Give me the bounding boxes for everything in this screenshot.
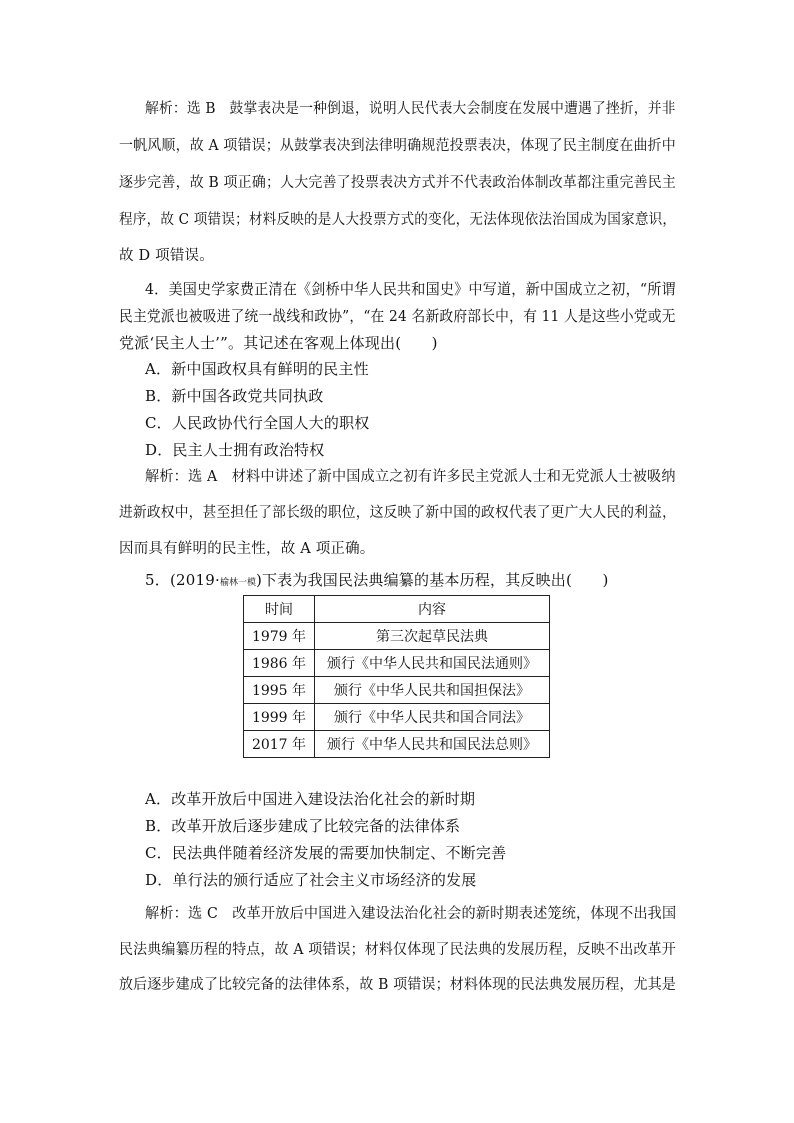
table-cell-year: 1986 年 bbox=[244, 650, 315, 677]
question-4-line-1: 4．美国史学家费正清在《剑桥中华人民共和国史》中写道，新中国成立之初，“所谓 bbox=[145, 280, 676, 298]
table-cell-year: 1979 年 bbox=[244, 623, 315, 650]
explanation-q3-line-1: 解析：选 B 鼓掌表决是一种倒退，说明人民代表大会制度在发展中遭遇了挫折，并非 bbox=[145, 101, 676, 117]
question-4-option-b: B．新中国各政党共同执政 bbox=[145, 387, 324, 405]
table-cell-content: 颁行《中华人民共和国民法总则》 bbox=[315, 731, 550, 758]
table-cell-content: 颁行《中华人民共和国合同法》 bbox=[315, 704, 550, 731]
explanation-q3-line-3: 逐步完善，故 B 项正确；人大完善了投票表决方式并不代表政治体制改革都注重完善民主 bbox=[119, 175, 677, 191]
table-row bbox=[244, 731, 550, 758]
table-row bbox=[244, 623, 550, 650]
table-cell-year: 1999 年 bbox=[244, 704, 315, 731]
table-cell-content: 第三次起草民法典 bbox=[315, 623, 550, 650]
explanation-q3-line-5: 故 D 项错误。 bbox=[119, 248, 214, 264]
explanation-q4-line-3: 因而具有鲜明的民主性，故 A 项正确。 bbox=[119, 541, 375, 557]
explanation-q3-line-2: 一帆风顺，故 A 项错误；从鼓掌表决到法律明确规范投票表决，体现了民主制度在曲折中 bbox=[119, 138, 676, 154]
explanation-q4-line-2: 进新政权中，甚至担任了部长级的职位，这反映了新中国的政权代表了更广大人民的利益， bbox=[119, 505, 677, 521]
explanation-q5-line-2: 民法典编纂历程的特点，故 A 项错误；材料仅体现了民法典的发展历程，反映不出改革开 bbox=[119, 942, 676, 958]
explanation-q5-line-1: 解析：选 C 改革开放后中国进入建设法治化社会的新时期表述笼统，体现不出我国 bbox=[145, 906, 677, 922]
table-row bbox=[244, 650, 550, 677]
question-4-option-d: D．民主人士拥有政治特权 bbox=[145, 441, 325, 459]
question-5-option-d: D．单行法的颁行适应了社会主义市场经济的发展 bbox=[145, 871, 477, 889]
question-5-option-a: A．改革开放后中国进入建设法治化社会的新时期 bbox=[145, 790, 476, 808]
question-5-option-b: B．改革开放后逐步建成了比较完备的法律体系 bbox=[145, 817, 461, 835]
table-row bbox=[244, 704, 550, 731]
question-4-option-c: C．人民政协代行全国人大的职权 bbox=[145, 414, 370, 432]
table-cell-year: 2017 年 bbox=[244, 731, 315, 758]
explanation-q3-line-4: 程序，故 C 项错误；材料反映的是人大投票方式的变化，无法体现依法治国成为国家意识， bbox=[119, 212, 677, 228]
table-row bbox=[244, 677, 550, 704]
question-5-source: 榆林一模 bbox=[219, 578, 256, 588]
question-5-suffix: )下表为我国民法典编纂的基本历程，其反映出( ) bbox=[255, 571, 609, 589]
table-cell-content: 颁行《中华人民共和国民法通则》 bbox=[315, 650, 550, 677]
question-4-line-3: 党派‘民主人士’”。其记述在客观上体现出( ) bbox=[119, 334, 438, 352]
table-cell-content: 颁行《中华人民共和国担保法》 bbox=[315, 677, 550, 704]
explanation-q5-line-3: 放后逐步建成了比较完备的法律体系，故 B 项错误；材料体现的民法典发展历程，尤其是 bbox=[119, 977, 677, 993]
table-header-time: 时间 bbox=[244, 596, 315, 623]
law-history-table bbox=[243, 595, 550, 758]
table-cell-year: 1995 年 bbox=[244, 677, 315, 704]
explanation-q4-line-1: 解析：选 A 材料中讲述了新中国成立之初有许多民主党派人士和无党派人士被吸纳 bbox=[145, 469, 676, 485]
question-5-prefix: 5．(2019· bbox=[145, 571, 220, 589]
question-5-option-c: C．民法典伴随着经济发展的需要加快制定、不断完善 bbox=[145, 844, 507, 862]
table-header-row bbox=[244, 596, 550, 623]
table-header-content: 内容 bbox=[315, 596, 550, 623]
question-5-stem bbox=[145, 570, 609, 593]
question-4-line-2: 民主党派也被吸进了统一战线和政协”，“在 24 名新政府部长中，有 11 人是这些小党或无 bbox=[119, 307, 676, 325]
question-4-option-a: A．新中国政权具有鲜明的民主性 bbox=[145, 360, 369, 378]
